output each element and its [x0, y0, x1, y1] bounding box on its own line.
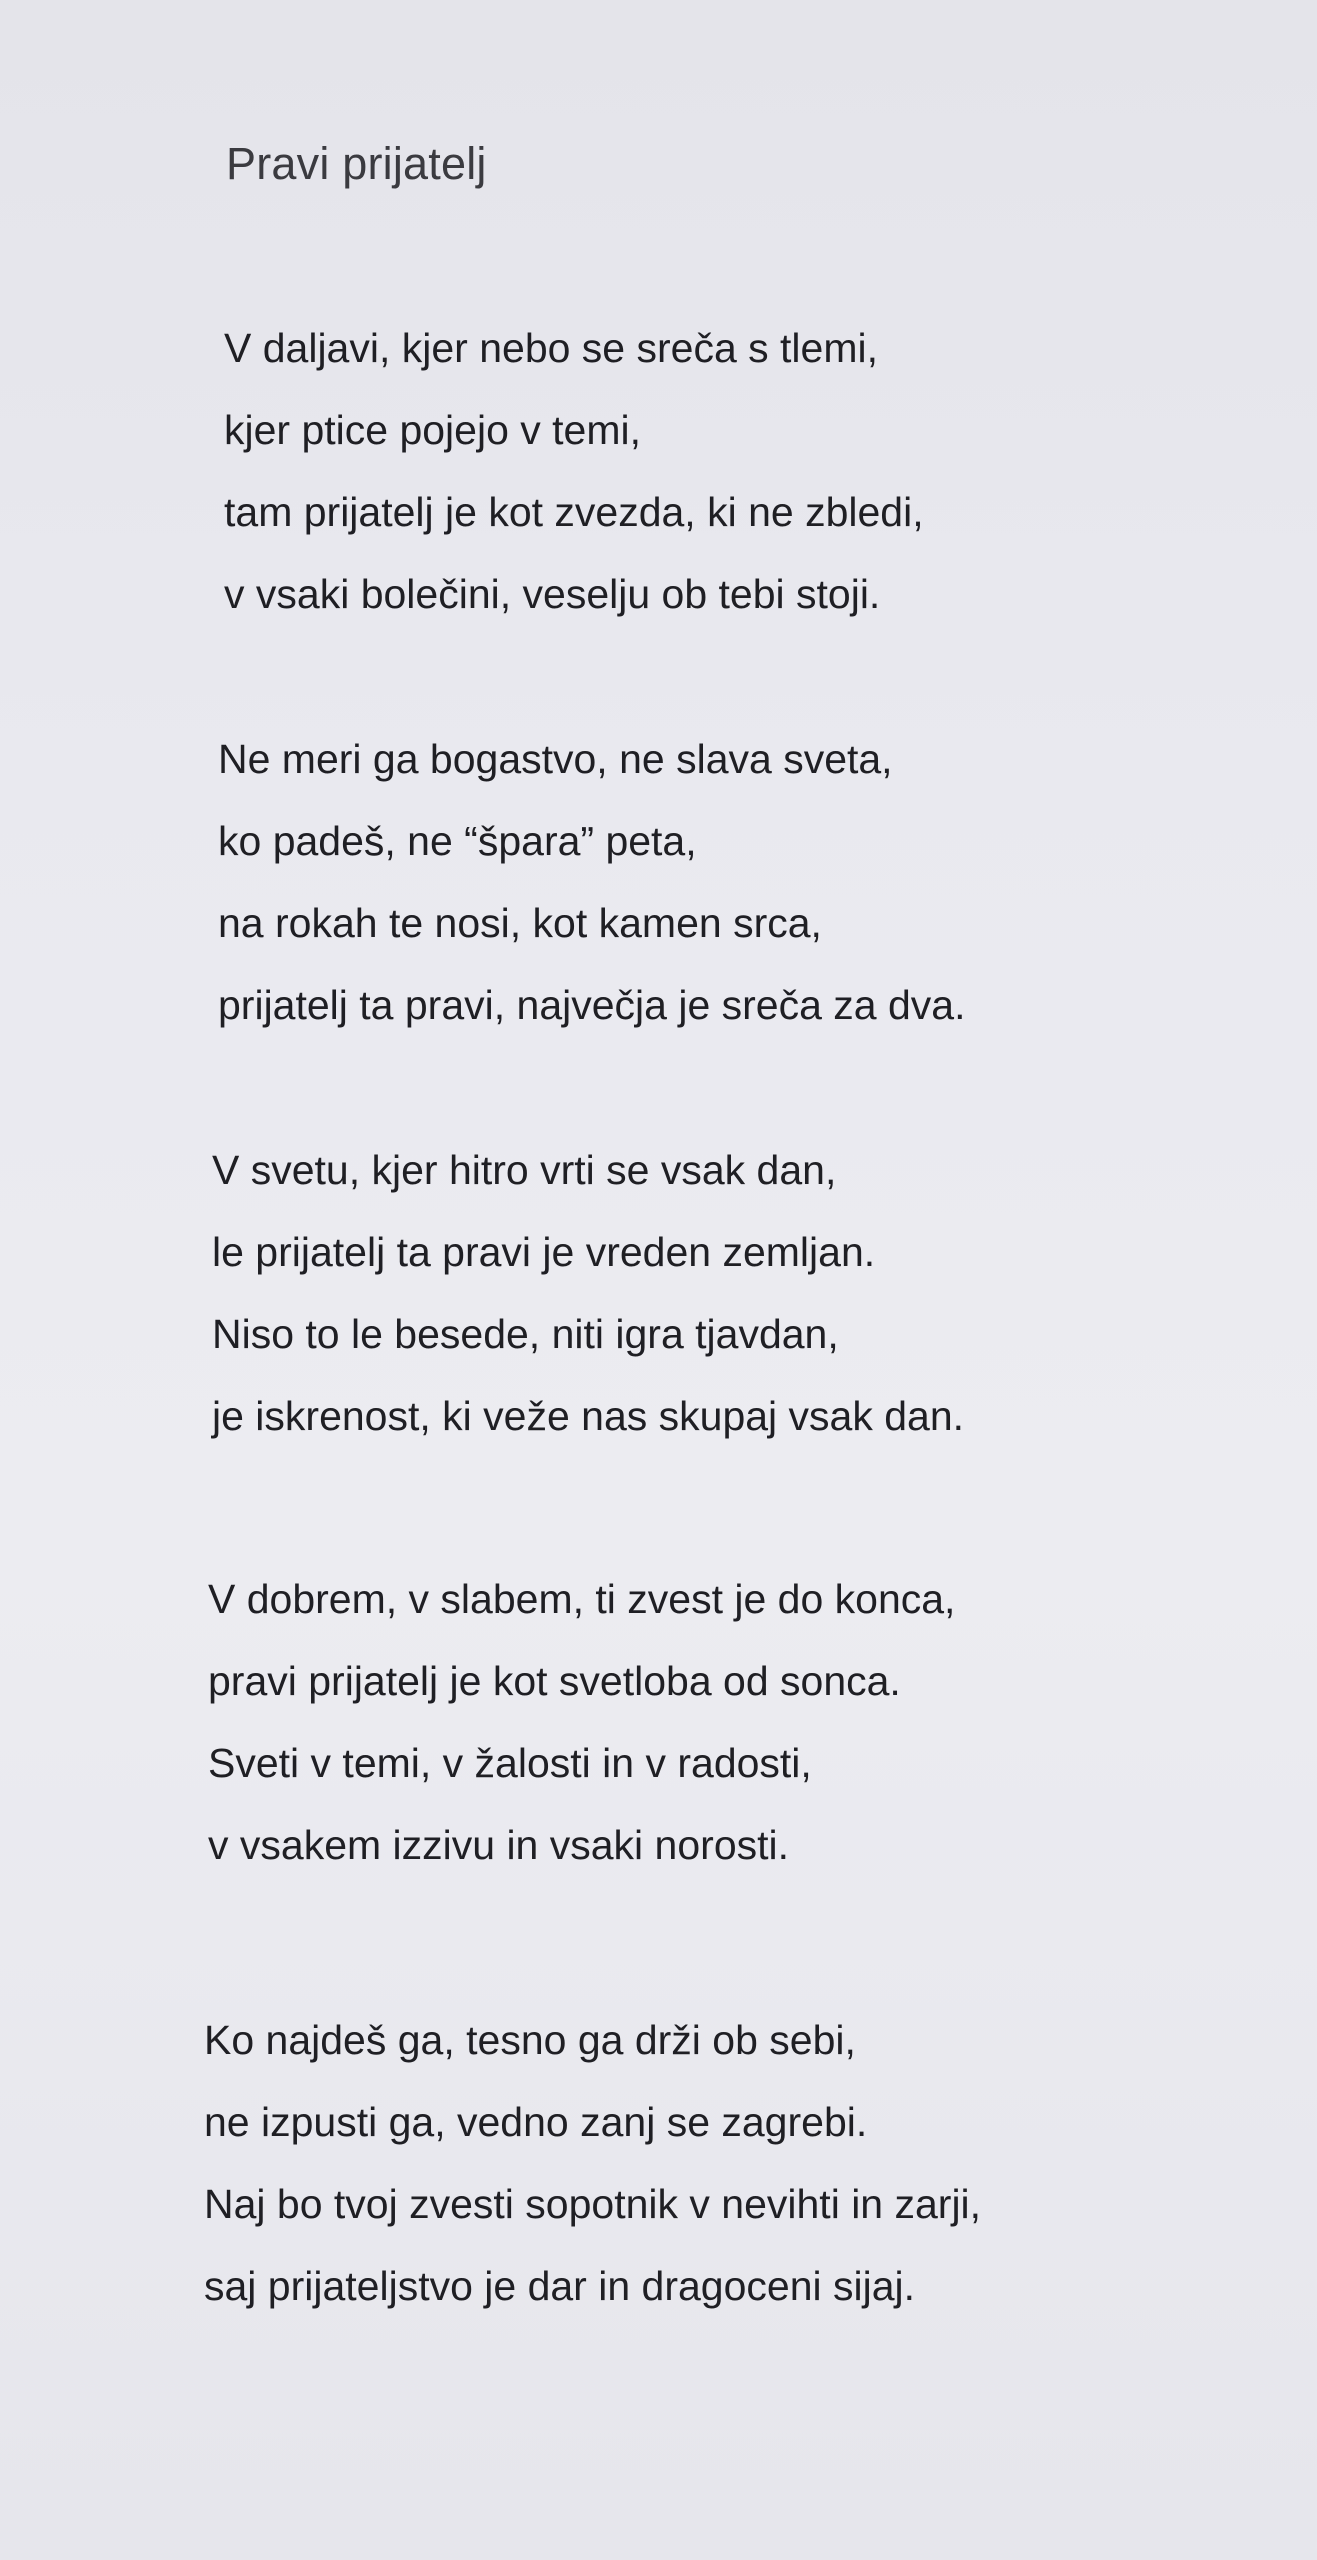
poem-line: Ko najdeš ga, tesno ga drži ob sebi, — [204, 2017, 856, 2063]
poem-line: saj prijateljstvo je dar in dragoceni sijaj. — [204, 2263, 916, 2309]
poem-title: Pravi prijatelj — [226, 138, 487, 189]
stanza-2 — [218, 718, 965, 1046]
stanza-3 — [212, 1129, 964, 1457]
poem-line: v vsakem izzivu in vsaki norosti. — [208, 1822, 790, 1868]
poem-line: tam prijatelj je kot zvezda, ki ne zbledi, — [224, 489, 924, 535]
poem-line: Naj bo tvoj zvesti sopotnik v nevihti in zarji, — [204, 2181, 982, 2227]
poem-line: le prijatelj ta pravi je vreden zemljan. — [212, 1229, 876, 1275]
poem-line: ko padeš, ne “špara” peta, — [218, 818, 697, 864]
stanza-1 — [224, 307, 924, 635]
poem-line: pravi prijatelj je kot svetloba od sonca. — [208, 1658, 901, 1704]
poem-line: V daljavi, kjer nebo se sreča s tlemi, — [224, 325, 878, 371]
poem-line: ne izpusti ga, vedno zanj se zagrebi. — [204, 2099, 868, 2145]
poem-line: Niso to le besede, niti igra tjavdan, — [212, 1311, 839, 1357]
poem-line: je iskrenost, ki veže nas skupaj vsak dan. — [212, 1393, 965, 1439]
poem-line: Ne meri ga bogastvo, ne slava sveta, — [218, 736, 893, 782]
poem-line: na rokah te nosi, kot kamen srca, — [218, 900, 822, 946]
stanza-4 — [208, 1558, 955, 1886]
stanza-5 — [204, 1999, 981, 2327]
poem-line: Sveti v temi, v žalosti in v radosti, — [208, 1740, 812, 1786]
poem-line: V dobrem, v slabem, ti zvest je do konca, — [208, 1576, 956, 1622]
poem-line: v vsaki bolečini, veselju ob tebi stoji. — [224, 571, 881, 617]
poem-line: kjer ptice pojejo v temi, — [224, 407, 642, 453]
poem-line: prijatelj ta pravi, največja je sreča za dva. — [218, 982, 966, 1028]
poem-line: V svetu, kjer hitro vrti se vsak dan, — [212, 1147, 837, 1193]
